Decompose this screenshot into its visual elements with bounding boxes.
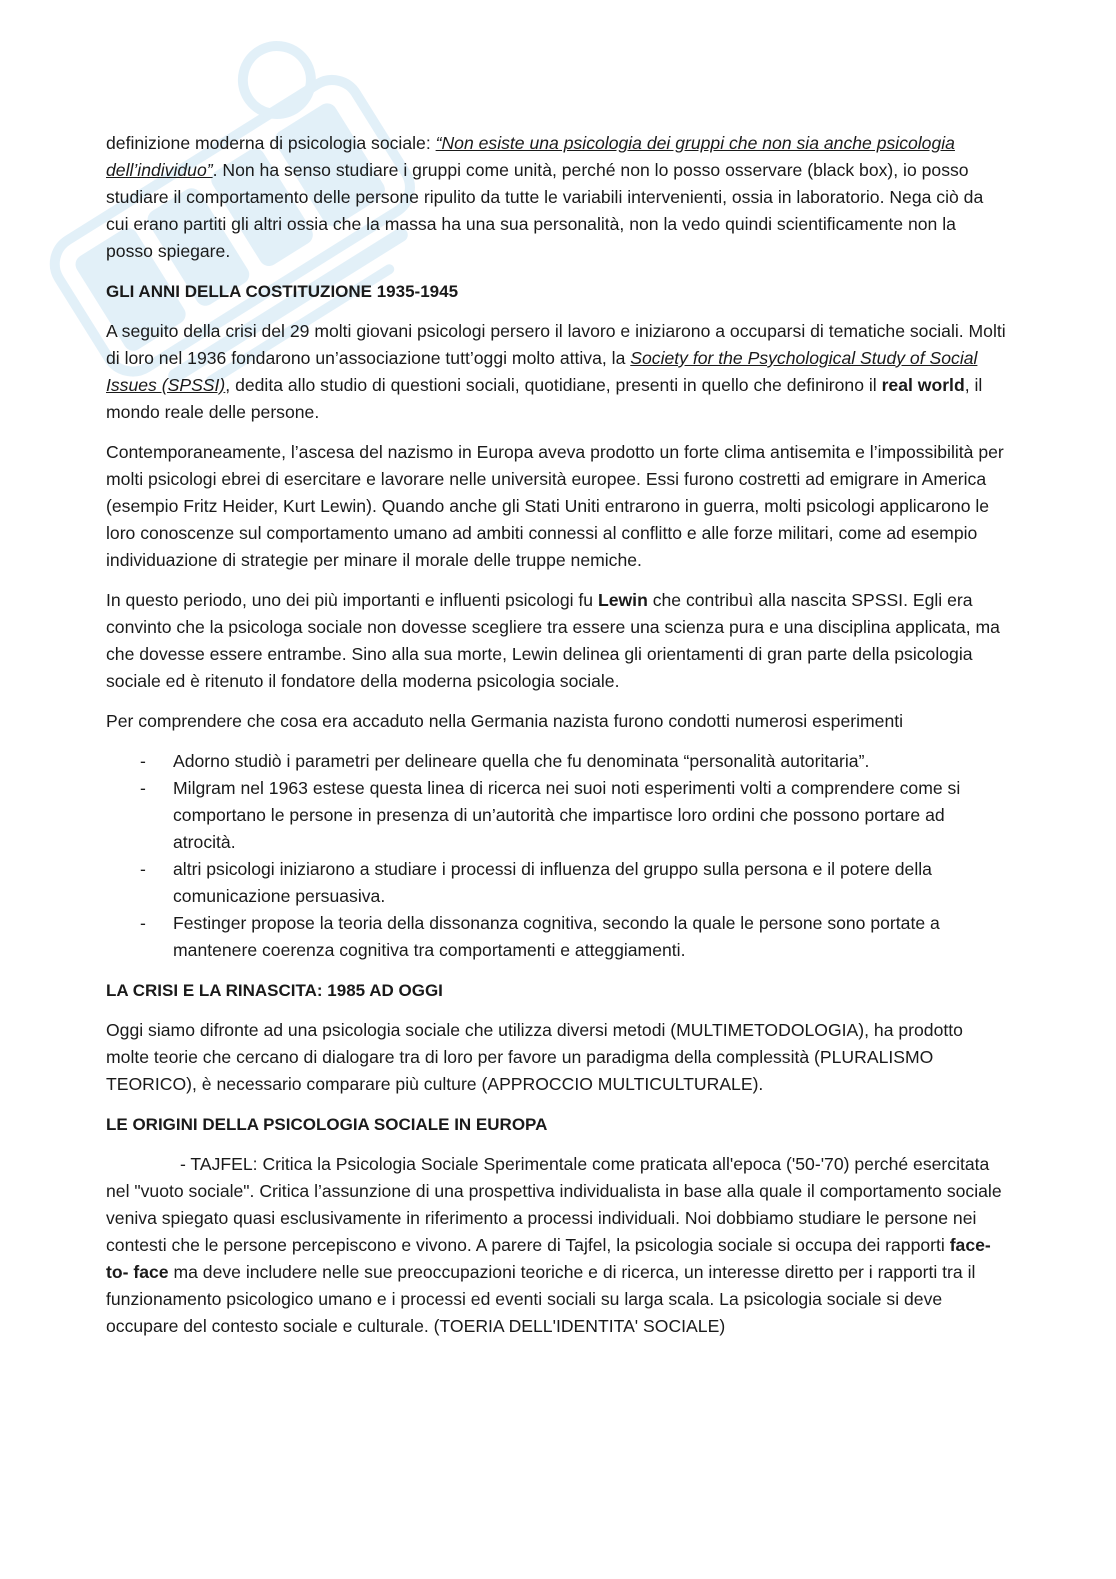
real-world-term: real world <box>881 375 965 395</box>
paragraph-multimetodologia: Oggi siamo difronte ad una psicologia sociale che utilizza diversi metodi (MULTIMETODOLOGIA), ha prodotto molte teorie che cercano di dialogare tra di loro per favore un paradigma della complessità (PLURALISMO TEORICO), è necessario comparare più culture (APPROCCIO MULTICULTURALE). <box>106 1020 963 1094</box>
list-item: - altri psicologi iniziarono a studiare i processi di influenza del gruppo sulla persona e il potere della comunicazione persuasiva. <box>106 856 1006 910</box>
document-page <box>106 130 1006 1353</box>
allport-quote: “Non esiste una psicologia dei gruppi che non sia anche psicologia dell’individuo” <box>106 133 955 180</box>
list-item: - Adorno studiò i parametri per delineare quella che fu denominata “personalità autoritaria”. <box>106 748 1006 775</box>
paragraph-tajfel: - TAJFEL: Critica la Psicologia Sociale Sperimentale come praticata all'epoca ('50-'70) perché esercitata nel "vuoto sociale". Critica l’assunzione di una prospettiva individualista in base alla quale il comportamento sociale veniva spiegato quasi esclusivamente in riferimento a processi individuali. Noi dobbiamo studiare le persone nei contesti che le persone percepiscono e vivono. A parere di Tajfel, la psicologia sociale si occupa dei rapporti face-to- face ma deve includere nelle sue preoccupazioni teoriche e di ricerca, un interesse diretto per i rapporti tra il funzionamento psicologico umano e i processi ed eventi sociali su larga scala. La psicologia sociale si deve occupare del contesto sociale e culturale. (TOERIA DELL'IDENTITA' SOCIALE) <box>106 1154 1002 1336</box>
list-item: - Milgram nel 1963 estese questa linea di ricerca nei suoi noti esperimenti volti a comprendere come si comportano le persone in presenza di un’autorità che impartisce loro ordini che possono portare ad atrocità. <box>106 775 1006 856</box>
lewin-term: Lewin <box>597 590 648 610</box>
spssi-link[interactable]: Society for the Psychological Study of Social Issues (SPSSI) <box>106 348 978 395</box>
face-to-face-term: face-to- face <box>106 1235 991 1282</box>
section-heading-europa: LE ORIGINI DELLA PSICOLOGIA SOCIALE IN EUROPA <box>106 1115 548 1134</box>
section-heading-costituzione: GLI ANNI DELLA COSTITUZIONE 1935-1945 <box>106 282 459 301</box>
paragraph-lewin: In questo periodo, uno dei più importanti e influenti psicologi fu Lewin che contribuì alla nascita SPSSI. Egli era convinto che la psicologa sociale non dovesse scegliere tra essere una scienza pura e una disciplina applicata, ma che dovesse essere entrambe. Sino alla sua morte, Lewin delinea gli orientamenti di gran parte della psicologia sociale ed è ritenuto il fondatore della moderna psicologia sociale. <box>106 590 1000 691</box>
paragraph-experiments-intro: Per comprendere che cosa era accaduto nella Germania nazista furono condotti numerosi esperimenti <box>106 711 904 731</box>
paragraph-allport-definition: definizione moderna di psicologia sociale: “Non esiste una psicologia dei gruppi che non sia anche psicologia dell’individuo”. Non ha senso studiare i gruppi come unità, perché non lo posso osservare (black box), io posso studiare il comportamento delle persone ripulito da tutte le variabili intervenienti, ossia in laboratorio. Nega ciò da cui erano partiti gli altri ossia che la massa ha una sua personalità, non la vedo quindi scientificamente non la posso spiegare. <box>106 133 984 261</box>
paragraph-nazism: Contemporaneamente, l’ascesa del nazismo in Europa aveva prodotto un forte clima antisemita e l’impossibilità per molti psicologi ebrei di esercitare e lavorare nelle università europee. Essi furono costretti ad emigrare in America (esempio Fritz Heider, Kurt Lewin). Quando anche gli Stati Uniti entrarono in guerra, molti psicologi applicarono le loro conoscenze sul comportamento umano ad ambiti connessi al conflitto e alle forze militari, come ad esempio individuazione di strategie per minare il morale delle truppe nemiche. <box>106 442 1004 570</box>
list-item: - Festinger propose la teoria della dissonanza cognitiva, secondo la quale le persone sono portate a mantenere coerenza cognitiva tra comportamenti e atteggiamenti. <box>106 910 1006 964</box>
section-heading-crisi: LA CRISI E LA RINASCITA: 1985 AD OGGI <box>106 981 443 1000</box>
paragraph-spssi: A seguito della crisi del 29 molti giovani psicologi persero il lavoro e iniziarono a occuparsi di tematiche sociali. Molti di loro nel 1936 fondarono un’associazione tutt’oggi molto attiva, la Society for the Psychological Study of Social Issues (SPSSI), dedita allo studio di questioni sociali, quotidiane, presenti in quello che definirono il real world, il mondo reale delle persone. <box>106 321 1006 422</box>
experiments-list <box>106 748 1006 964</box>
